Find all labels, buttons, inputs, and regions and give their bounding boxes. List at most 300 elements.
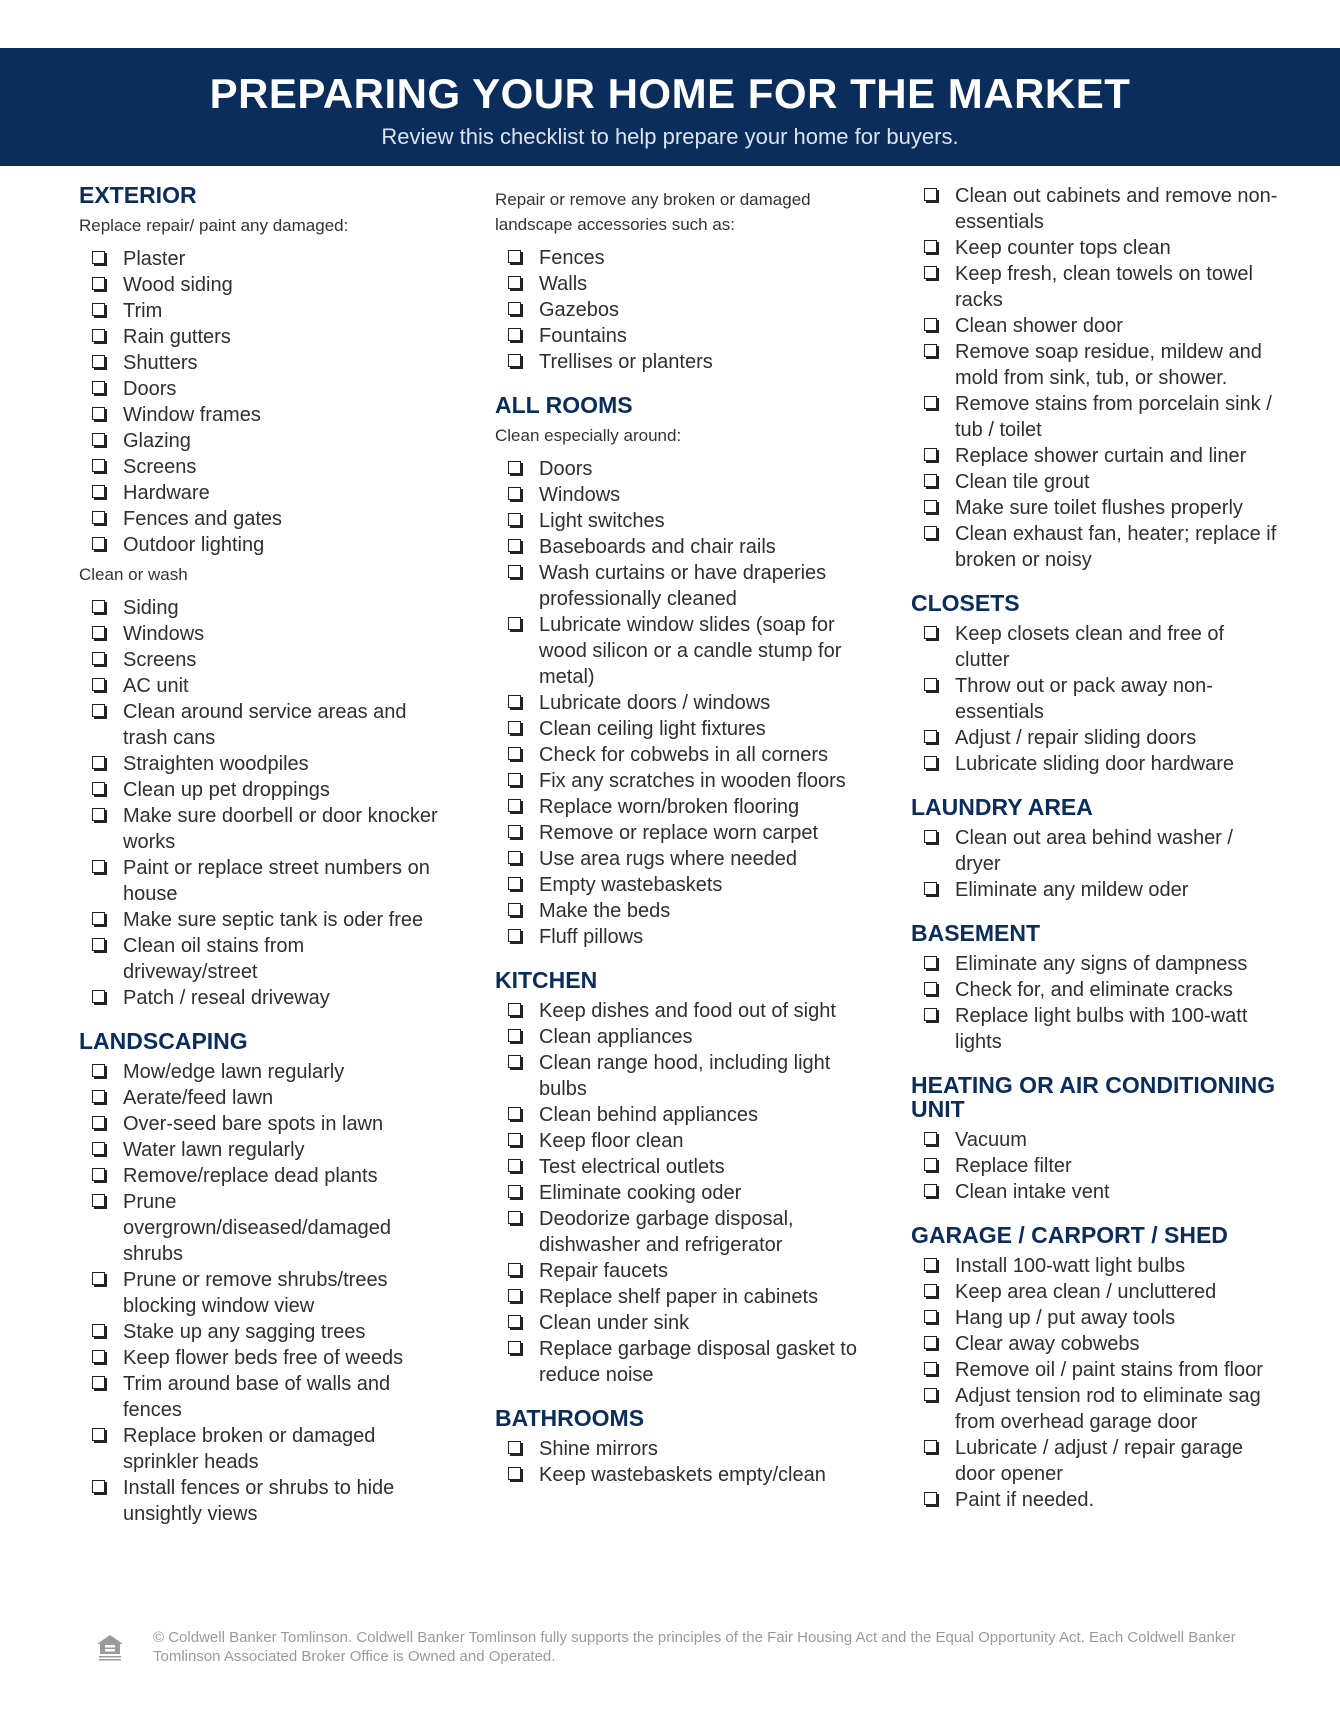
checkbox-icon[interactable] xyxy=(92,990,105,1003)
checklist-item xyxy=(495,1128,860,1154)
checklist-item xyxy=(79,246,444,272)
checklist-item xyxy=(495,1436,860,1462)
checklist-item-label: Fountains xyxy=(539,325,627,347)
checkbox-icon[interactable] xyxy=(92,1194,105,1207)
checklist-item-label: Prune or remove shrubs/trees blocking window view xyxy=(123,1269,388,1317)
checkbox-icon[interactable] xyxy=(508,1211,521,1224)
checkbox-icon[interactable] xyxy=(924,830,937,843)
checklist-item xyxy=(911,1279,1281,1305)
checkbox-icon[interactable] xyxy=(924,266,937,279)
checklist-item xyxy=(495,560,860,612)
checklist-item xyxy=(911,469,1281,495)
checklist xyxy=(911,951,1281,1055)
checklist-item-label: Clean oil stains from driveway/street xyxy=(123,935,305,983)
checklist-item xyxy=(79,1475,444,1527)
checklist-item-label: Check for cobwebs in all corners xyxy=(539,744,829,766)
checklist-item xyxy=(911,235,1281,261)
checklist-item-label: Clean around service areas and trash cans xyxy=(123,701,407,749)
checklist-item xyxy=(79,1163,444,1189)
checklist-item-label: Keep counter tops clean xyxy=(955,237,1171,259)
checklist-item-label: Remove stains from porcelain sink / tub / toilet xyxy=(955,393,1272,441)
checklist-section xyxy=(911,921,1281,1055)
checkbox-icon[interactable] xyxy=(92,355,105,368)
checkbox-icon[interactable] xyxy=(508,1263,521,1276)
checklist-item-label: Remove oil / paint stains from floor xyxy=(955,1359,1263,1381)
section-title: EXTERIOR xyxy=(79,182,197,208)
section-note: Repair or remove any broken or damaged landscape accessories such as: xyxy=(495,190,811,234)
checkbox-icon[interactable] xyxy=(924,1184,937,1197)
checkbox-icon[interactable] xyxy=(924,1008,937,1021)
checklist-item xyxy=(911,495,1281,521)
checklist-item-label: Keep flower beds free of weeds xyxy=(123,1347,404,1369)
checklist xyxy=(911,183,1281,573)
checklist-item-label: Gazebos xyxy=(539,299,620,321)
checklist-item xyxy=(911,1127,1281,1153)
checklist-item-label: Remove/replace dead plants xyxy=(123,1165,378,1187)
checklist-item xyxy=(911,313,1281,339)
checklist-item-label: Vacuum xyxy=(955,1129,1027,1151)
checklist-item-label: Clear away cobwebs xyxy=(955,1333,1140,1355)
checklist-item-label: Rain gutters xyxy=(123,326,231,348)
checklist-item-label: Baseboards and chair rails xyxy=(539,536,776,558)
checkbox-icon[interactable] xyxy=(508,1107,521,1120)
checklist-item-label: Walls xyxy=(539,273,588,295)
checklist-item xyxy=(79,1111,444,1137)
checklist-item xyxy=(911,183,1281,235)
checklist-item-label: Repair faucets xyxy=(539,1260,668,1282)
checkbox-icon[interactable] xyxy=(92,485,105,498)
checklist-item xyxy=(911,339,1281,391)
checklist-item xyxy=(79,376,444,402)
checklist-item-label: Eliminate any mildew oder xyxy=(955,879,1189,901)
checkbox-icon[interactable] xyxy=(924,730,937,743)
checklist-item xyxy=(911,521,1281,573)
checkbox-icon[interactable] xyxy=(924,240,937,253)
checklist-section xyxy=(911,591,1281,777)
checkbox-icon[interactable] xyxy=(508,461,521,474)
checkbox-icon[interactable] xyxy=(924,1440,937,1453)
checklist xyxy=(495,456,860,950)
checkbox-icon[interactable] xyxy=(92,1272,105,1285)
checklist-item xyxy=(79,595,444,621)
checkbox-icon[interactable] xyxy=(924,396,937,409)
checklist-item-label: Make sure toilet flushes properly xyxy=(955,497,1243,519)
checklist-item-label: Check for, and eliminate cracks xyxy=(955,979,1233,1001)
checkbox-icon[interactable] xyxy=(924,982,937,995)
checklist-item xyxy=(79,1423,444,1475)
checkbox-icon[interactable] xyxy=(92,600,105,613)
checklist xyxy=(911,621,1281,777)
checkbox-icon[interactable] xyxy=(508,929,521,942)
equal-housing-icon xyxy=(95,1632,125,1662)
checkbox-icon[interactable] xyxy=(924,500,937,513)
checklist-item xyxy=(495,1258,860,1284)
checklist-item-label: Make the beds xyxy=(539,900,671,922)
checklist-item-label: Wash curtains or have draperies professionally cleaned xyxy=(539,562,827,610)
checklist-item xyxy=(79,855,444,907)
checklist-item xyxy=(79,933,444,985)
checkbox-icon[interactable] xyxy=(508,276,521,289)
checkbox-icon[interactable] xyxy=(92,251,105,264)
checklist-item-label: Test electrical outlets xyxy=(539,1156,725,1178)
checklist-item xyxy=(495,846,860,872)
checklist-item xyxy=(495,1180,860,1206)
checkbox-icon[interactable] xyxy=(924,678,937,691)
checklist-item-label: Clean out cabinets and remove non-essentials xyxy=(955,185,1278,233)
section-title: GARAGE / CARPORT / SHED xyxy=(911,1222,1228,1248)
checklist-item xyxy=(495,1154,860,1180)
checkbox-icon[interactable] xyxy=(924,474,937,487)
checkbox-icon[interactable] xyxy=(508,617,521,630)
checklist-item xyxy=(495,794,860,820)
checklist-item xyxy=(911,391,1281,443)
checkbox-icon[interactable] xyxy=(508,877,521,890)
checklist-item xyxy=(495,690,860,716)
checkbox-icon[interactable] xyxy=(92,329,105,342)
checkbox-icon[interactable] xyxy=(924,1362,937,1375)
checklist-item-label: Clean tile grout xyxy=(955,471,1090,493)
checklist-item xyxy=(79,1059,444,1085)
checkbox-icon[interactable] xyxy=(924,448,937,461)
checkbox-icon[interactable] xyxy=(924,1492,937,1505)
column-2 xyxy=(495,183,860,1506)
checkbox-icon[interactable] xyxy=(508,747,521,760)
checklist-item xyxy=(79,673,444,699)
checkbox-icon[interactable] xyxy=(92,1350,105,1363)
checklist-item-label: Clean behind appliances xyxy=(539,1104,759,1126)
checklist xyxy=(911,1127,1281,1205)
checkbox-icon[interactable] xyxy=(924,1132,937,1145)
checkbox-icon[interactable] xyxy=(508,773,521,786)
page-title: PREPARING YOUR HOME FOR THE MARKET xyxy=(209,70,1131,117)
checkbox-icon[interactable] xyxy=(508,1315,521,1328)
section-title: LANDSCAPING xyxy=(79,1028,248,1054)
checklist-item xyxy=(79,751,444,777)
checklist-item xyxy=(495,872,860,898)
checklist-item xyxy=(79,506,444,532)
checklist-item xyxy=(911,261,1281,313)
checklist-item-label: Keep wastebaskets empty/clean xyxy=(539,1464,826,1486)
checkbox-icon[interactable] xyxy=(924,956,937,969)
checkbox-icon[interactable] xyxy=(924,526,937,539)
checklist-item-label: Replace filter xyxy=(955,1155,1072,1177)
checklist-section xyxy=(495,187,860,375)
checkbox-icon[interactable] xyxy=(92,1064,105,1077)
checklist-section xyxy=(495,393,860,950)
checklist-item xyxy=(495,1050,860,1102)
checkbox-icon[interactable] xyxy=(92,782,105,795)
checklist-item xyxy=(79,402,444,428)
checklist-item-label: Over-seed bare spots in lawn xyxy=(123,1113,384,1135)
section-title: ALL ROOMS xyxy=(495,392,633,418)
checkbox-icon[interactable] xyxy=(508,302,521,315)
checklist-item xyxy=(495,349,860,375)
checkbox-icon[interactable] xyxy=(508,354,521,367)
checkbox-icon[interactable] xyxy=(508,1159,521,1172)
checklist-item xyxy=(79,298,444,324)
checkbox-icon[interactable] xyxy=(92,1168,105,1181)
checklist-item xyxy=(79,647,444,673)
checklist-item xyxy=(495,768,860,794)
checklist-item-label: Screens xyxy=(123,649,197,671)
checklist-item xyxy=(79,777,444,803)
checklist-section xyxy=(911,1073,1281,1205)
checklist-item-label: Paint if needed. xyxy=(955,1489,1094,1511)
checklist-item-label: Replace garbage disposal gasket to reduce noise xyxy=(539,1338,857,1386)
checklist-item-label: Keep area clean / uncluttered xyxy=(955,1281,1217,1303)
checkbox-icon[interactable] xyxy=(92,303,105,316)
checklist-item-label: Keep closets clean and free of clutter xyxy=(955,623,1225,671)
checklist-item xyxy=(79,803,444,855)
checklist-item xyxy=(79,907,444,933)
checklist-item xyxy=(911,673,1281,725)
checklist-section xyxy=(495,968,860,1388)
checklist-item-label: Patch / reseal driveway xyxy=(123,987,330,1009)
checkbox-icon[interactable] xyxy=(508,721,521,734)
checkbox-icon[interactable] xyxy=(92,433,105,446)
checkbox-icon[interactable] xyxy=(92,277,105,290)
checklist-item xyxy=(495,1102,860,1128)
checklist-item xyxy=(79,1189,444,1267)
checklist-item xyxy=(79,985,444,1011)
checklist-item xyxy=(911,1305,1281,1331)
checklist-item xyxy=(911,1179,1281,1205)
checklist-item xyxy=(495,1336,860,1388)
checklist-item xyxy=(911,1435,1281,1487)
checklist-item-label: Outdoor lighting xyxy=(123,534,265,556)
checklist-item-label: Empty wastebaskets xyxy=(539,874,723,896)
checklist-item-label: Use area rugs where needed xyxy=(539,848,797,870)
checklist-item-label: Adjust tension rod to eliminate sag from overhead garage door xyxy=(955,1385,1261,1433)
checkbox-icon[interactable] xyxy=(924,188,937,201)
checklist-item-label: Doors xyxy=(123,378,177,400)
checklist-item-label: Fluff pillows xyxy=(539,926,644,948)
checklist-item-label: Prune overgrown/diseased/damaged shrubs xyxy=(123,1191,391,1265)
checkbox-icon[interactable] xyxy=(924,1336,937,1349)
checklist-item-label: Lubricate / adjust / repair garage door opener xyxy=(955,1437,1243,1485)
checklist xyxy=(79,1059,444,1527)
checklist-item xyxy=(911,1331,1281,1357)
checklist-section xyxy=(911,1223,1281,1513)
checkbox-icon[interactable] xyxy=(508,695,521,708)
checklist-item-label: Make sure doorbell or door knocker works xyxy=(123,805,438,853)
header-banner xyxy=(0,48,1340,166)
checkbox-icon[interactable] xyxy=(924,1158,937,1171)
checklist-item-label: Lubricate window slides (soap for wood silicon or a candle stump for metal) xyxy=(539,614,842,688)
checklist-item xyxy=(911,621,1281,673)
column-1 xyxy=(79,183,444,1545)
checkbox-icon[interactable] xyxy=(508,1467,521,1480)
checkbox-icon[interactable] xyxy=(508,1003,521,1016)
checkbox-icon[interactable] xyxy=(924,1258,937,1271)
checkbox-icon[interactable] xyxy=(92,938,105,951)
checkbox-icon[interactable] xyxy=(508,1289,521,1302)
checklist-item-label: Stake up any sagging trees xyxy=(123,1321,366,1343)
checkbox-icon[interactable] xyxy=(92,511,105,524)
checklist-item xyxy=(911,1253,1281,1279)
checkbox-icon[interactable] xyxy=(92,1116,105,1129)
checkbox-icon[interactable] xyxy=(92,626,105,639)
checklist-item xyxy=(79,324,444,350)
checkbox-icon[interactable] xyxy=(92,537,105,550)
checkbox-icon[interactable] xyxy=(924,1284,937,1297)
checkbox-icon[interactable] xyxy=(508,1133,521,1146)
checklist-item-label: Clean out area behind washer / dryer xyxy=(955,827,1233,875)
checkbox-icon[interactable] xyxy=(508,851,521,864)
checklist-item xyxy=(495,716,860,742)
page-subtitle: Review this checklist to help prepare your home for buyers. xyxy=(381,124,959,149)
checklist-item-label: Doors xyxy=(539,458,593,480)
checklist-item-label: Remove soap residue, mildew and mold from sink, tub, or shower. xyxy=(955,341,1262,389)
checklist-item xyxy=(911,1383,1281,1435)
checklist-item xyxy=(79,532,444,558)
checkbox-icon[interactable] xyxy=(508,903,521,916)
checklist-item xyxy=(495,612,860,690)
checkbox-icon[interactable] xyxy=(92,678,105,691)
checkbox-icon[interactable] xyxy=(508,1441,521,1454)
checkbox-icon[interactable] xyxy=(924,756,937,769)
checklist-item-label: Windows xyxy=(123,623,205,645)
checklist-item-label: Adjust / repair sliding doors xyxy=(955,727,1197,749)
checkbox-icon[interactable] xyxy=(92,1324,105,1337)
checkbox-icon[interactable] xyxy=(92,912,105,925)
checklist-item-label: Replace broken or damaged sprinkler heads xyxy=(123,1425,376,1473)
checklist xyxy=(495,998,860,1388)
checklist-item xyxy=(79,350,444,376)
checkbox-icon[interactable] xyxy=(924,1310,937,1323)
checklist-item xyxy=(79,621,444,647)
checkbox-icon[interactable] xyxy=(508,799,521,812)
checklist-item xyxy=(495,297,860,323)
checklist-item-label: Wood siding xyxy=(123,274,233,296)
checklist-item-label: Make sure septic tank is oder free xyxy=(123,909,424,931)
checklist-item-label: Shutters xyxy=(123,352,198,374)
checkbox-icon[interactable] xyxy=(92,860,105,873)
checklist-item xyxy=(79,1137,444,1163)
checklist xyxy=(911,825,1281,903)
checkbox-icon[interactable] xyxy=(924,882,937,895)
checklist xyxy=(79,595,444,1011)
checkbox-icon[interactable] xyxy=(92,704,105,717)
checkbox-icon[interactable] xyxy=(508,1185,521,1198)
checklist-item-label: Screens xyxy=(123,456,197,478)
checklist-item-label: Remove or replace worn carpet xyxy=(539,822,819,844)
checklist-item-label: Clean under sink xyxy=(539,1312,690,1334)
checklist-section xyxy=(495,1406,860,1488)
checklist-item-label: Paint or replace street numbers on house xyxy=(123,857,430,905)
checkbox-icon[interactable] xyxy=(92,652,105,665)
checklist-item-label: Fences and gates xyxy=(123,508,282,530)
checklist-item xyxy=(911,825,1281,877)
checklist-item xyxy=(495,1206,860,1258)
checkbox-icon[interactable] xyxy=(92,756,105,769)
section-note: Clean or wash xyxy=(79,565,188,584)
checklist-item-label: Clean ceiling light fixtures xyxy=(539,718,766,740)
checklist-item-label: Keep floor clean xyxy=(539,1130,684,1152)
checkbox-icon[interactable] xyxy=(508,1029,521,1042)
checklist-item-label: Lubricate sliding door hardware xyxy=(955,753,1235,775)
checklist-item-label: Fences xyxy=(539,247,605,269)
checkbox-icon[interactable] xyxy=(92,1142,105,1155)
checkbox-icon[interactable] xyxy=(924,1388,937,1401)
checklist-item-label: Glazing xyxy=(123,430,191,452)
checklist-item xyxy=(911,951,1281,977)
checklist-item xyxy=(79,1371,444,1423)
checklist-item-label: Hang up / put away tools xyxy=(955,1307,1176,1329)
checklist-item-label: Replace shower curtain and liner xyxy=(955,445,1247,467)
checklist-item xyxy=(79,1085,444,1111)
checklist-item xyxy=(79,272,444,298)
section-title: HEATING OR AIR CONDITIONING UNIT xyxy=(911,1072,1276,1122)
checkbox-icon[interactable] xyxy=(92,1428,105,1441)
checkbox-icon[interactable] xyxy=(508,487,521,500)
checkbox-icon[interactable] xyxy=(508,250,521,263)
checklist xyxy=(79,246,444,558)
checklist-item xyxy=(911,1357,1281,1383)
checklist-item xyxy=(495,482,860,508)
checkbox-icon[interactable] xyxy=(924,626,937,639)
checklist-item xyxy=(79,454,444,480)
checklist-item-label: Trim xyxy=(123,300,163,322)
checkbox-icon[interactable] xyxy=(924,344,937,357)
checkbox-icon[interactable] xyxy=(92,381,105,394)
checklist-section xyxy=(79,1029,444,1527)
checklist-item xyxy=(495,898,860,924)
section-title: KITCHEN xyxy=(495,967,598,993)
checklist-item xyxy=(495,1284,860,1310)
checkbox-icon[interactable] xyxy=(508,328,521,341)
checklist-item-label: Fix any scratches in wooden floors xyxy=(539,770,846,792)
checklist-item xyxy=(911,877,1281,903)
checklist-item xyxy=(495,534,860,560)
checklist-item xyxy=(911,1003,1281,1055)
section-title: LAUNDRY AREA xyxy=(911,794,1093,820)
checkbox-icon[interactable] xyxy=(92,808,105,821)
checkbox-icon[interactable] xyxy=(92,407,105,420)
checklist-item-label: Clean shower door xyxy=(955,315,1123,337)
checkbox-icon[interactable] xyxy=(508,825,521,838)
checklist-section xyxy=(911,795,1281,903)
checkbox-icon[interactable] xyxy=(508,1055,521,1068)
checkbox-icon[interactable] xyxy=(508,1341,521,1354)
checkbox-icon[interactable] xyxy=(508,539,521,552)
checkbox-icon[interactable] xyxy=(924,318,937,331)
checkbox-icon[interactable] xyxy=(92,1090,105,1103)
checklist-item xyxy=(911,725,1281,751)
checklist-item xyxy=(495,508,860,534)
checklist-item xyxy=(79,428,444,454)
checklist-item-label: Deodorize garbage disposal, dishwasher and refrigerator xyxy=(539,1208,794,1256)
checkbox-icon[interactable] xyxy=(508,513,521,526)
checklist-item-label: Clean range hood, including light bulbs xyxy=(539,1052,831,1100)
checklist-item xyxy=(79,1319,444,1345)
section-title: BASEMENT xyxy=(911,920,1041,946)
checklist-item-label: Aerate/feed lawn xyxy=(123,1087,274,1109)
checkbox-icon[interactable] xyxy=(508,565,521,578)
checkbox-icon[interactable] xyxy=(92,1376,105,1389)
checklist-item-label: Water lawn regularly xyxy=(123,1139,305,1161)
checklist-item-label: Clean up pet droppings xyxy=(123,779,330,801)
checklist-item-label: Install 100-watt light bulbs xyxy=(955,1255,1186,1277)
checklist-item-label: Replace worn/broken flooring xyxy=(539,796,800,818)
section-title: CLOSETS xyxy=(911,590,1020,616)
checklist-item-label: Siding xyxy=(123,597,179,619)
checkbox-icon[interactable] xyxy=(92,1480,105,1493)
checklist xyxy=(911,1253,1281,1513)
checkbox-icon[interactable] xyxy=(92,459,105,472)
checklist-item xyxy=(911,1153,1281,1179)
checklist-item-label: Shine mirrors xyxy=(539,1438,658,1460)
